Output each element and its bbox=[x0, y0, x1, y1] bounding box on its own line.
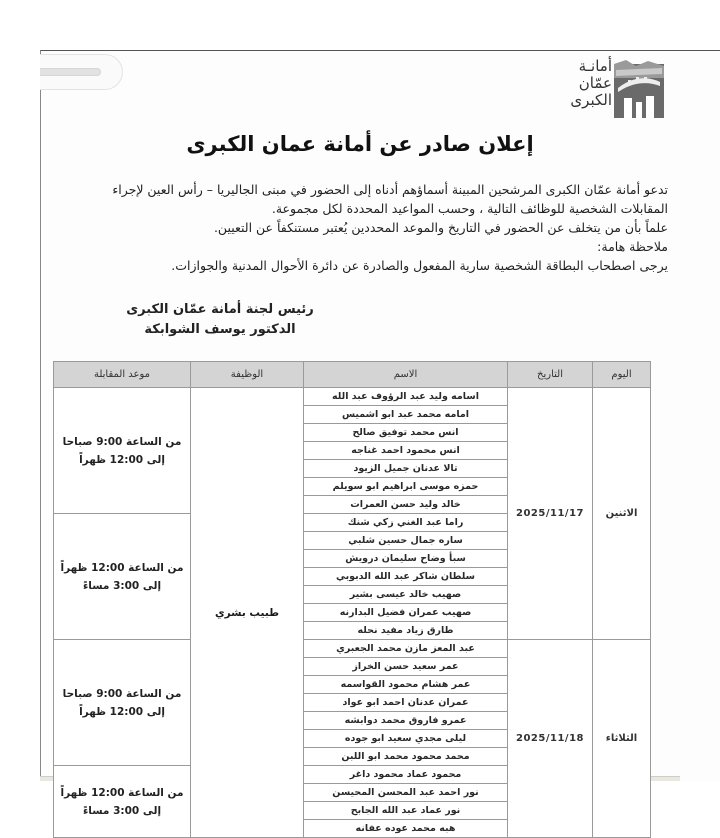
scroll-handle[interactable] bbox=[40, 54, 123, 90]
time-to: إلى 12:00 ظهراً bbox=[79, 705, 165, 718]
candidate-name: حمزه موسى ابراهيم ابو سويلم bbox=[304, 478, 508, 496]
header-name: الاسم bbox=[304, 362, 508, 388]
intro-line-3: علماً بأن من يتخلف عن الحضور في التاريخ والموعد المحددين يُعتبر مستنكفاً عن التعيين. bbox=[213, 220, 668, 235]
time-slot-cell bbox=[54, 640, 191, 766]
amman-skyline-icon bbox=[614, 60, 664, 118]
header-day: اليوم bbox=[593, 362, 651, 388]
candidate-name: نور عماد عبد الله الجابح bbox=[304, 802, 508, 820]
day-cell: الثلاثاء bbox=[593, 640, 651, 838]
table-row bbox=[54, 640, 651, 658]
time-to: إلى 3:00 مساءً bbox=[82, 579, 162, 592]
logo-line-2: عمّان bbox=[578, 74, 612, 92]
time-to: إلى 12:00 ظهراً bbox=[79, 453, 165, 466]
candidate-name: خالد وليد حسن العمرات bbox=[304, 496, 508, 514]
note-text: يرجى اصطحاب البطاقة الشخصية سارية المفعول والصادرة عن دائرة الأحوال المدنية والجوازات. bbox=[171, 258, 668, 273]
candidate-name: انس محمود احمد غناجه bbox=[304, 442, 508, 460]
header-time: موعد المقابلة bbox=[54, 362, 191, 388]
candidate-name: اسامه وليد عبد الرؤوف عبد الله bbox=[304, 388, 508, 406]
candidate-name: عمر هشام محمود القواسمه bbox=[304, 676, 508, 694]
candidate-name: سلطان شاكر عبد الله الدبوبي bbox=[304, 568, 508, 586]
header-job: الوظيفة bbox=[191, 362, 304, 388]
candidate-name: عمرو فاروق محمد دوابشه bbox=[304, 712, 508, 730]
time-from: من الساعة 12:00 ظهراً bbox=[60, 561, 184, 574]
header-date: التاريخ bbox=[508, 362, 593, 388]
time-from: من الساعة 9:00 صباحا bbox=[62, 687, 182, 700]
candidate-name: انس محمد توفيق صالح bbox=[304, 424, 508, 442]
signature-block bbox=[120, 300, 320, 340]
time-from: من الساعة 9:00 صباحا bbox=[62, 435, 182, 448]
candidate-name: صهيب خالد عيسى بشير bbox=[304, 586, 508, 604]
table-header-row bbox=[54, 362, 651, 388]
candidate-name: عبد المعز مازن محمد الجعبري bbox=[304, 640, 508, 658]
candidate-name: عمران عدنان احمد ابو عواد bbox=[304, 694, 508, 712]
date-cell: 2025/11/18 bbox=[508, 640, 593, 838]
candidate-name: ساره جمال حسين شلبي bbox=[304, 532, 508, 550]
note-label: ملاحظة هامة: bbox=[597, 239, 668, 254]
time-to: إلى 3:00 مساءً bbox=[82, 804, 162, 817]
logo-text bbox=[570, 58, 612, 109]
candidate-name: محمود عماد محمود داغر bbox=[304, 766, 508, 784]
logo-line-1: أمانـة bbox=[578, 57, 612, 75]
signature-title: رئيس لجنة أمانة عمّان الكبرى bbox=[126, 302, 314, 317]
day-cell: الاثنين bbox=[593, 388, 651, 640]
job-cell: طبيب بشري bbox=[191, 388, 304, 838]
table-row bbox=[54, 388, 651, 406]
candidate-name: تالا عدنان جميل الزيود bbox=[304, 460, 508, 478]
time-slot-cell bbox=[54, 514, 191, 640]
scroll-handle-bar[interactable] bbox=[40, 68, 101, 76]
time-slot-cell bbox=[54, 388, 191, 514]
intro-line-1: تدعو أمانة عمّان الكبرى المرشحين المبينة أسماؤهم أدناه إلى الحضور في مبنى الجاليريا – رأس العين لإجراء bbox=[112, 182, 668, 197]
candidate-name: عمر سعيد حسن الخراز bbox=[304, 658, 508, 676]
gam-logo bbox=[552, 58, 664, 122]
candidate-name: هبه محمد عوده عفانه bbox=[304, 820, 508, 838]
candidate-name: صهيب عمران فضيل البدارنه bbox=[304, 604, 508, 622]
logo-line-3: الكبرى bbox=[570, 91, 612, 109]
candidate-name: طارق زياد مفيد نحله bbox=[304, 622, 508, 640]
announcement-title: إعلان صادر عن أمانة عمان الكبرى bbox=[186, 132, 534, 156]
candidate-name: امامه محمد عبد ابو اشميس bbox=[304, 406, 508, 424]
candidate-name: راما عبد الغني زكي شنك bbox=[304, 514, 508, 532]
interview-schedule-table bbox=[53, 361, 651, 838]
date-cell: 2025/11/17 bbox=[508, 388, 593, 640]
candidate-name: نور احمد عبد المحسن المحيسن bbox=[304, 784, 508, 802]
intro-line-2: المقابلات الشخصية للوظائف التالية ، وحسب المواعيد المحددة لكل مجموعة. bbox=[271, 201, 668, 216]
candidate-name: سبأ وضاح سليمان درويش bbox=[304, 550, 508, 568]
signature-name: الدكتور يوسف الشوابكة bbox=[144, 322, 296, 337]
candidate-name: محمد محمود محمد ابو اللبن bbox=[304, 748, 508, 766]
candidate-name: ليلى مجدي سعيد ابو جوده bbox=[304, 730, 508, 748]
time-from: من الساعة 12:00 ظهراً bbox=[60, 786, 184, 799]
